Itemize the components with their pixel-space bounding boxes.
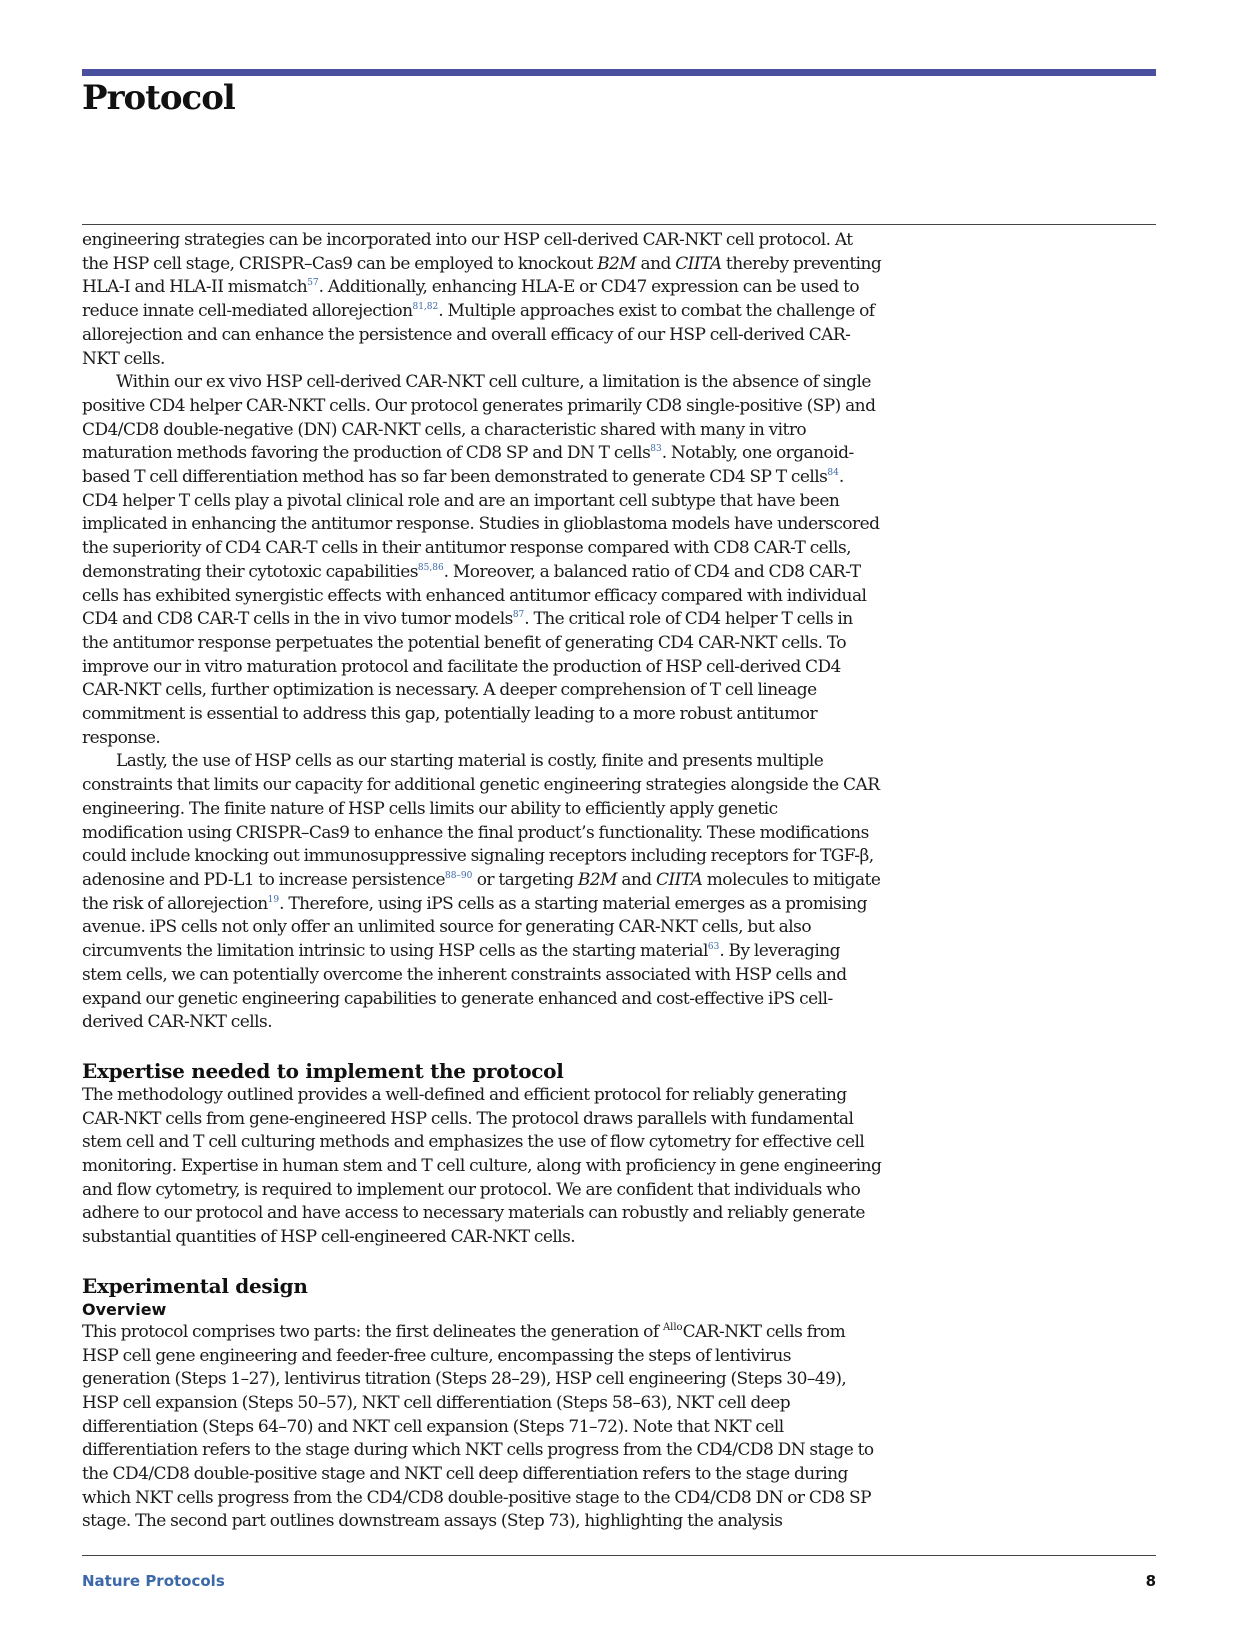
superscript-text: Allo [662, 1321, 683, 1333]
text-run: . Multiple approaches exist to combat the challenge of allorejection and can enhance the persistence and overall efficacy of our HSP cell-derived CAR-NKT cells. [82, 301, 875, 369]
overview-subheading: Overview [82, 1299, 167, 1319]
expertise-heading: Expertise needed to implement the protocol [82, 1058, 564, 1083]
body-paragraph [82, 750, 882, 1034]
experimental-design-heading: Experimental design [82, 1273, 308, 1298]
text-run: and [636, 253, 676, 274]
gene-name: B2M [597, 253, 637, 274]
text-run: CAR-NKT cells from HSP cell gene engineering and feeder-free culture, encompassing the steps of lentivirus generation (Steps 1–27), lentivirus titration (Steps 28–29), HSP cell engineering (Steps 30–49), HSP cell expansion (Steps 50–57), NKT cell differentiation (Steps 58–63), NKT cell deep differentiation (Steps 64–70) and NKT cell expansion (Steps 71–72). Note that NKT cell differentiation refers to the stage during which NKT cells progress from the CD4/CD8 DN stage to the CD4/CD8 double-positive stage and NKT cell deep differentiation refers to the stage during which NKT cells progress from the CD4/CD8 double-positive stage to the CD4/CD8 DN or CD8 SP stage. The second part outlines downstream assays (Step 73), highlighting the analysis [82, 1321, 874, 1532]
text-run: Lastly, the use of HSP cells as our starting material is costly, finite and presents multiple constraints that limits our capacity for additional genetic engineering strategies alongside the CAR engineering. The finite nature of HSP cells limits our ability to efficiently apply genetic modification using CRISPR–Cas9 to enhance the final product’s functionality. These modifications could include knocking out immunosuppressive signaling receptors including receptors for TGF-β, adenosine and PD-L1 to increase persistence [82, 751, 880, 890]
body-paragraph [82, 371, 882, 750]
text-run: or targeting [472, 869, 578, 890]
text-run: . Notably, one organoid-based T cell differentiation method has so far been demonstrated to generate CD4 SP T cells [82, 443, 854, 488]
overview-paragraph [82, 1321, 882, 1534]
text-run: . By leveraging stem cells, we can potentially overcome the inherent constraints associated with HSP cells and expand our genetic engineering capabilities to generate enhanced and cost-effective iPS cell-derived CAR-NKT cells. [82, 941, 847, 1033]
text-run: molecules to mitigate the risk of allorejection [82, 869, 881, 914]
citation-ref[interactable]: 87 [512, 610, 525, 621]
text-run: engineering strategies can be incorporated into our HSP cell-derived CAR-NKT cell protocol. At the HSP cell stage, CRISPR–Cas9 can be employed to knockout [82, 230, 853, 274]
article-body [82, 229, 882, 1534]
header-divider [82, 224, 1156, 225]
citation-ref[interactable]: 83 [650, 444, 662, 455]
citation-ref[interactable]: 81,82 [412, 302, 439, 313]
text-run: and [616, 869, 656, 890]
text-run: . CD4 helper T cells play a pivotal clinical role and are an important cell subtype that have been implicated in enhancing the antitumor response. Studies in glioblastoma models have underscored the superiority of CD4 CAR-T cells in their antitumor response compared with CD8 CAR-T cells, demonstrating their cytotoxic capabilities [82, 467, 880, 582]
text-run: . Moreover, a balanced ratio of CD4 and CD8 CAR-T cells has exhibited synergistic effects with enhanced antitumor efficacy compared with individual CD4 and CD8 CAR-T cells in the in vivo tumor models [82, 561, 867, 630]
section-label: Protocol [82, 78, 235, 118]
header-accent-bar [82, 69, 1156, 76]
page-number: 8 [1145, 1572, 1156, 1590]
text-run: thereby preventing HLA-I and HLA-II mismatch [82, 253, 882, 298]
gene-name: CIITA [675, 253, 722, 274]
citation-ref[interactable]: 85,86 [417, 562, 444, 573]
expertise-paragraph: The methodology outlined provides a well-defined and efficient protocol for reliably generating CAR-NKT cells from gene-engineered HSP cells. The protocol draws parallels with fundamental stem cell and T cell culturing methods and emphasizes the use of flow cytometry for effective cell monitoring. Expertise in human stem and T cell culture, along with proficiency in gene engineering and flow cytometry, is required to implement our protocol. We are confident that individuals who adhere to our protocol and have access to necessary materials can robustly and reliably generate substantial quantities of HSP cell-engineered CAR-NKT cells. [82, 1084, 882, 1248]
text-run: Within our ex vivo HSP cell-derived CAR-NKT cell culture, a limitation is the absence of single positive CD4 helper CAR-NKT cells. Our protocol generates primarily CD8 single-positive (SP) and CD4/CD8 double-negative (DN) CAR-NKT cells, a characteristic shared with many in vitro maturation methods favoring the production of CD8 SP and DN T cells [82, 372, 876, 464]
footer-divider [82, 1555, 1156, 1556]
journal-name: Nature Protocols [82, 1572, 225, 1590]
gene-name: B2M [577, 869, 617, 890]
text-run: . Additionally, enhancing HLA-E or CD47 expression can be used to reduce innate cell-mediated allorejection [82, 277, 860, 322]
text-run: This protocol comprises two parts: the first delineates the generation of [82, 1321, 663, 1342]
citation-ref[interactable]: 84 [827, 468, 839, 479]
citation-ref[interactable]: 19 [267, 894, 280, 905]
citation-ref[interactable]: 88–90 [444, 870, 473, 881]
text-run: . Therefore, using iPS cells as a starting material emerges as a promising avenue. iPS cells not only offer an unlimited source for generating CAR-NKT cells, but also circumvents the limitation intrinsic to using HSP cells as the starting material [82, 893, 867, 962]
citation-ref[interactable]: 63 [707, 942, 720, 953]
gene-name: CIITA [656, 869, 703, 890]
text-run: . The critical role of CD4 helper T cells in the antitumor response perpetuates the potential benefit of generating CD4 CAR-NKT cells. To improve our in vitro maturation protocol and facilitate the production of HSP cell-derived CD4 CAR-NKT cells, further optimization is necessary. A deeper comprehension of T cell lineage commitment is essential to address this gap, potentially leading to a more robust antitumor response. [82, 609, 853, 748]
body-paragraphs [82, 229, 882, 1035]
citation-ref[interactable]: 57 [307, 278, 319, 289]
body-paragraph [82, 229, 882, 371]
